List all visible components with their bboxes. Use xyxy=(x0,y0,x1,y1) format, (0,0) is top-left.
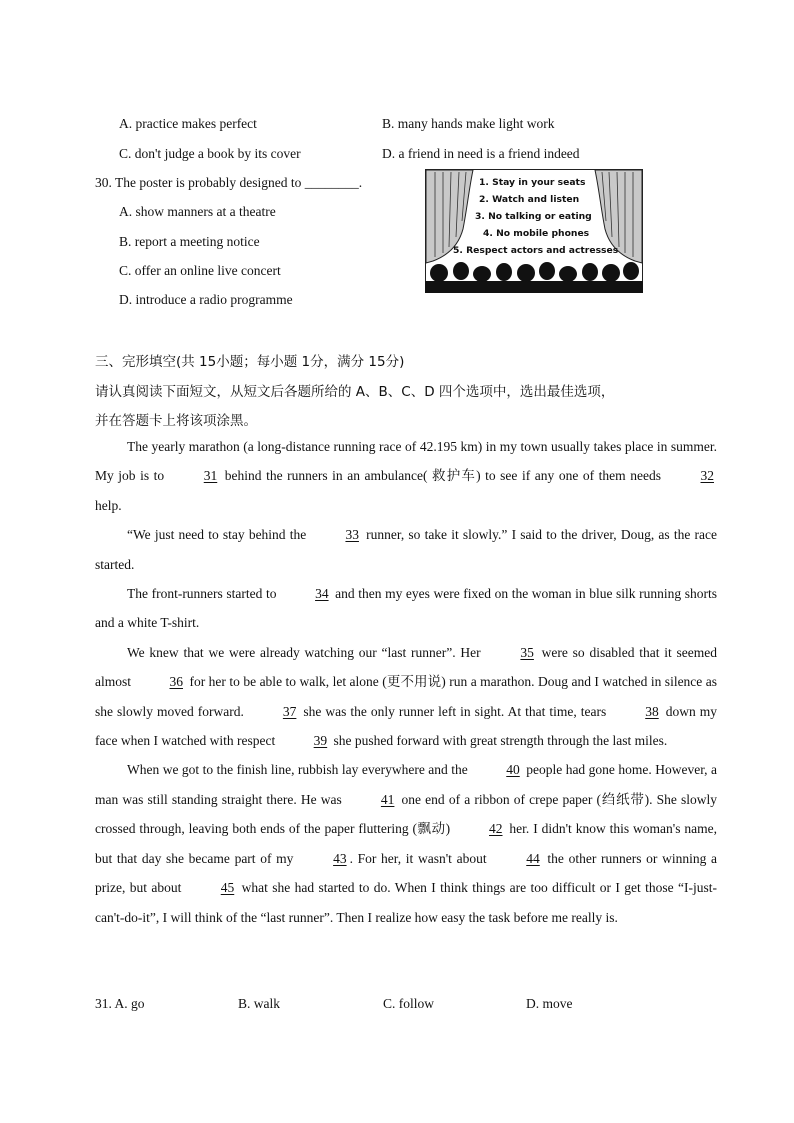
poster-rule-2: 2. Watch and listen xyxy=(479,194,580,205)
q30-option-d: D. introduce a radio programme xyxy=(119,292,293,307)
blank-39: 39 xyxy=(313,733,328,749)
q30-option-b: B. report a meeting notice xyxy=(119,234,260,249)
q29-option-b: B. many hands make light work xyxy=(382,116,555,131)
blank-43: 43 xyxy=(333,850,347,866)
q30-option-c: C. offer an online live concert xyxy=(119,263,281,278)
q31-option-a: 31. A. go xyxy=(95,996,145,1011)
passage-paragraph-4: We knew that we were already watching our “last runner”. Her 35 were so disabled that it seemed almost 36 for her to be able to walk, let alone (更不用说) run a marathon. Doug and I watched in silence as she slowly moved forward. 37 she was the only runner left in sight. At that time, tears 38 down my face when I watched with respect 39 she pushed forward with great strength through the last miles. xyxy=(95,638,717,756)
cloze-passage xyxy=(95,432,717,932)
section-instruction-line1: 请认真阅读下面短文，从短文后各题所给的 A、B、C、D 四个选项中，选出最佳选项， xyxy=(95,384,615,400)
blank-45: 45 xyxy=(220,880,235,896)
blank-42: 42 xyxy=(489,821,503,837)
blank-34: 34 xyxy=(315,586,329,602)
poster-rule-1: 1. Stay in your seats xyxy=(479,177,586,188)
blank-31: 31 xyxy=(203,468,218,484)
poster-rule-5: 5. Respect actors and actresses xyxy=(453,245,619,256)
blank-44: 44 xyxy=(526,850,540,866)
q30-stem: 30. The poster is probably designed to ________. xyxy=(95,175,363,190)
section-heading: 三、完形填空(共 15小题；每小题 1分，满分 15分) xyxy=(95,354,405,370)
blank-37: 37 xyxy=(282,703,297,719)
blank-32: 32 xyxy=(700,468,714,484)
passage-paragraph-5: When we got to the finish line, rubbish lay everywhere and the 40 people had gone home. However, a man was still standing straight there. He was 41 one end of a ribbon of crepe paper (绉纸带). She slowly crossed through, leaving both ends of the paper fluttering (飘动) 42 her. I didn't know this woman's name, but that day she became part of my 43 . For her, it wasn't about 44 the other runners or winning a prize, but about 45 what she had started to do. When I think things are too difficult or I get those “I-just-can't-do-it”, I will think of the “last runner”. Then I realize how easy the task before me really is. xyxy=(95,755,717,931)
theatre-poster-image xyxy=(425,169,643,293)
poster-rule-4: 4. No mobile phones xyxy=(483,228,590,239)
q31-option-d: D. move xyxy=(526,996,573,1011)
q29-option-d: D. a friend in need is a friend indeed xyxy=(382,146,580,161)
passage-paragraph-3: The front-runners started to 34 and then my eyes were fixed on the woman in blue silk running shorts and a white T-shirt. xyxy=(95,579,717,638)
blank-36: 36 xyxy=(169,674,183,690)
q31-option-b: B. walk xyxy=(238,996,280,1011)
q29-option-a: A. practice makes perfect xyxy=(119,116,257,131)
blank-38: 38 xyxy=(645,703,659,719)
blank-41: 41 xyxy=(380,791,395,807)
passage-paragraph-1: The yearly marathon (a long-distance running race of 42.195 km) in my town usually takes place in summer. My job is to 31 behind the runners in an ambulance( 救护车) to see if any one of them needs 32 help. xyxy=(95,439,717,513)
blank-35: 35 xyxy=(520,644,534,660)
q31-option-c: C. follow xyxy=(383,996,435,1011)
poster-rule-3: 3. No talking or eating xyxy=(475,211,592,222)
q29-option-c: C. don't judge a book by its cover xyxy=(119,146,301,161)
q30-option-a: A. show manners at a theatre xyxy=(119,204,276,219)
blank-40: 40 xyxy=(506,762,520,778)
blank-33: 33 xyxy=(345,527,359,543)
passage-paragraph-2: “We just need to stay behind the 33 runner, so take it slowly.” I said to the driver, Doug, as the race started. xyxy=(95,520,717,579)
section-instruction-line2: 并在答题卡上将该项涂黑。 xyxy=(95,413,257,429)
